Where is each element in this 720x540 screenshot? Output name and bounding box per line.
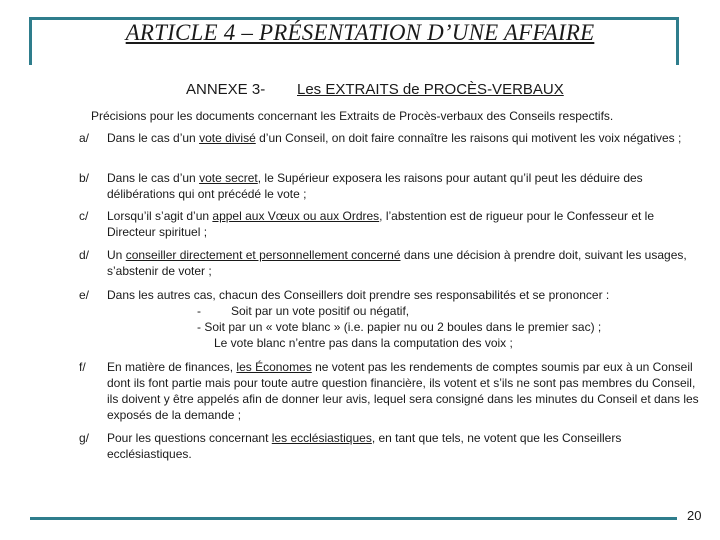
item-keyword: conseiller directement et personnellement concerné xyxy=(125,248,401,262)
item-letter: f/ xyxy=(79,360,86,374)
item-keyword: appel aux Vœux ou aux Ordres xyxy=(212,209,380,223)
item-body: Dans le cas d’un vote divisé d’un Conseil, on doit faire connaître les raisons qui motivent les voix négatives ; xyxy=(107,131,682,145)
item-letter: g/ xyxy=(79,431,90,445)
annexe-title: Les EXTRAITS de PROCÈS-VERBAUX xyxy=(297,81,564,98)
intro-text: Précisions pour les documents concernant les Extraits de Procès-verbaux des Conseils respectifs. xyxy=(91,109,614,123)
item-letter: b/ xyxy=(79,171,90,185)
item-body: Dans les autres cas, chacun des Conseillers doit prendre ses responsabilités et se prononcer : - Soit par un vote positif ou négatif, - Soit par un « vote blanc » (i.e. papier nu ou 2 boules dans le premier sac) ; Le vote blanc n’entre pas dans la computation des voix ; xyxy=(107,287,699,351)
item-keyword: vote divisé xyxy=(199,131,256,145)
item-letter: e/ xyxy=(79,288,90,302)
item-letter: c/ xyxy=(79,209,89,223)
sub-option-1: - Soit par un vote positif ou négatif, xyxy=(197,304,410,318)
item-keyword: les Économes xyxy=(236,360,312,374)
item-keyword: les ecclésiastiques xyxy=(271,431,372,445)
page-number: 20 xyxy=(687,508,702,523)
bottom-rule xyxy=(30,517,677,520)
sub-option-note: Le vote blanc n’entre pas dans la computation des voix ; xyxy=(214,336,513,350)
sub-option-2: - Soit par un « vote blanc » (i.e. papier nu ou 2 boules dans le premier sac) ; xyxy=(197,320,602,334)
page-title: ARTICLE 4 – PRÉSENTATION D’UNE AFFAIRE xyxy=(125,20,595,45)
item-body: En matière de finances, les Économes ne votent pas les rendements de comptes soumis par eux à un Conseil dont ils font partie mais pour toute autre question financière, ils votent et s’ils ne sont pas membres du Conseil, ils doivent y être appelés afin de donner leur avis, lequel sera consigné dans les minutes du Conseil et dans les exposés de la demande ; xyxy=(107,360,699,422)
item-body: Un conseiller directement et personnellement concerné dans une décision à prendre doit, suivant les usages, s’abstenir de voter ; xyxy=(107,248,687,278)
item-letter: d/ xyxy=(79,248,90,262)
annexe-number: ANNEXE 3- xyxy=(186,81,266,98)
item-body: Dans le cas d’un vote secret, le Supérieur exposera les raisons pour autant qu’il peut les déduire des délibérations qui ont précédé le vote ; xyxy=(107,171,643,201)
item-keyword: vote secret xyxy=(199,171,258,185)
item-body: Lorsqu’il s’agit d’un appel aux Vœux ou aux Ordres, l’abstention est de rigueur pour le Confesseur et le Directeur spirituel ; xyxy=(107,209,654,239)
item-letter: a/ xyxy=(79,131,90,145)
item-body: Pour les questions concernant les ecclésiastiques, en tant que tels, ne votent que les Conseillers ecclésiastiques. xyxy=(107,431,622,461)
